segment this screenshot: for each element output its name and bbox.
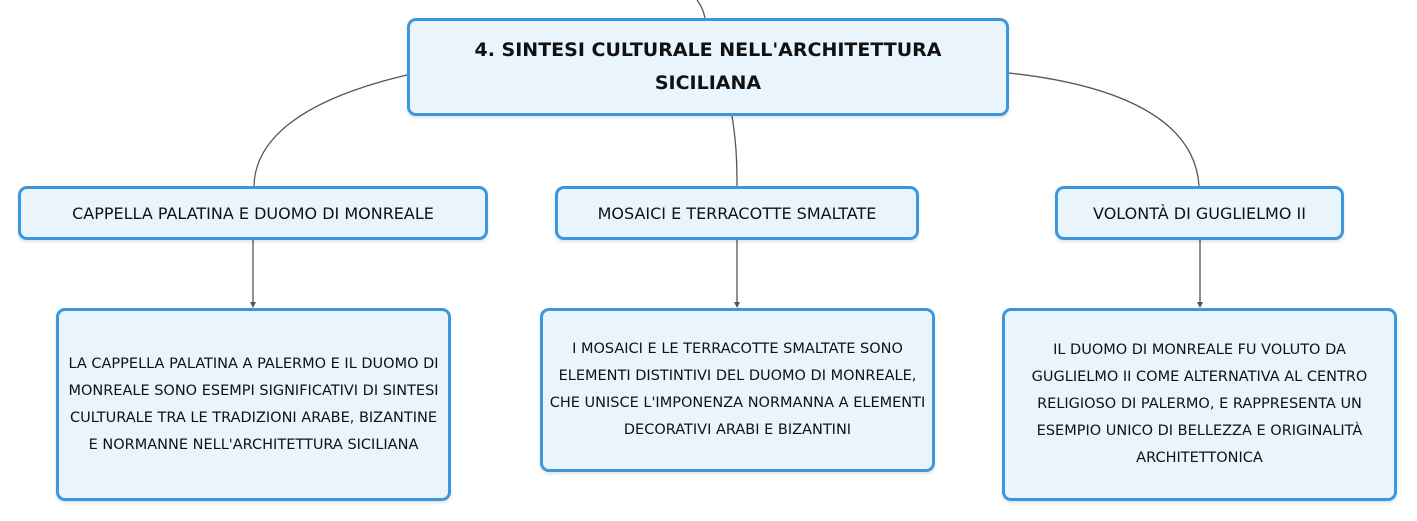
detail-cappella-palatina[interactable] bbox=[56, 308, 451, 501]
root-topic[interactable] bbox=[407, 18, 1009, 116]
topic-cappella-palatina[interactable] bbox=[18, 186, 488, 240]
topic-label: CAPPELLA PALATINA E DUOMO DI MONREALE bbox=[72, 203, 434, 223]
connector-parent-to-root bbox=[697, 0, 705, 18]
topic-mosaici-terracotte[interactable] bbox=[555, 186, 919, 240]
root-topic-label: 4. SINTESI CULTURALE NELL'ARCHITETTURA SICILIANA bbox=[474, 39, 942, 94]
detail-mosaici-terracotte[interactable] bbox=[540, 308, 935, 472]
connector-root-to-branch-3 bbox=[1009, 73, 1199, 186]
topic-volonta-guglielmo[interactable] bbox=[1055, 186, 1344, 240]
connector-root-to-branch-2 bbox=[732, 116, 737, 186]
topic-label: MOSAICI E TERRACOTTE SMALTATE bbox=[597, 203, 877, 223]
detail-text: IL DUOMO DI MONREALE FU VOLUTO DA GUGLIELMO II COME ALTERNATIVA AL CENTRO RELIGIOSO DI PALERMO, E RAPPRESENTA UN ESEMPIO UNICO DI BELLEZZA E ORIGINALITÀ ARCHITETTONICA bbox=[1031, 342, 1368, 466]
connector-root-to-branch-1 bbox=[254, 75, 407, 186]
detail-text: I MOSAICI E LE TERRACOTTE SMALTATE SONO ELEMENTI DISTINTIVI DEL DUOMO DI MONREALE, CHE UNISCE L'IMPONENZA NORMANNA A ELEMENTI DECORATIVI ARABI E BIZANTINI bbox=[549, 341, 926, 438]
detail-volonta-guglielmo[interactable] bbox=[1002, 308, 1397, 501]
topic-label: VOLONTÀ DI GUGLIELMO II bbox=[1093, 203, 1306, 223]
detail-text: LA CAPPELLA PALATINA A PALERMO E IL DUOMO DI MONREALE SONO ESEMPI SIGNIFICATIVI DI SINTESI CULTURALE TRA LE TRADIZIONI ARABE, BIZANTINE E NORMANNE NELL'ARCHITETTURA SICILIANA bbox=[68, 355, 439, 453]
